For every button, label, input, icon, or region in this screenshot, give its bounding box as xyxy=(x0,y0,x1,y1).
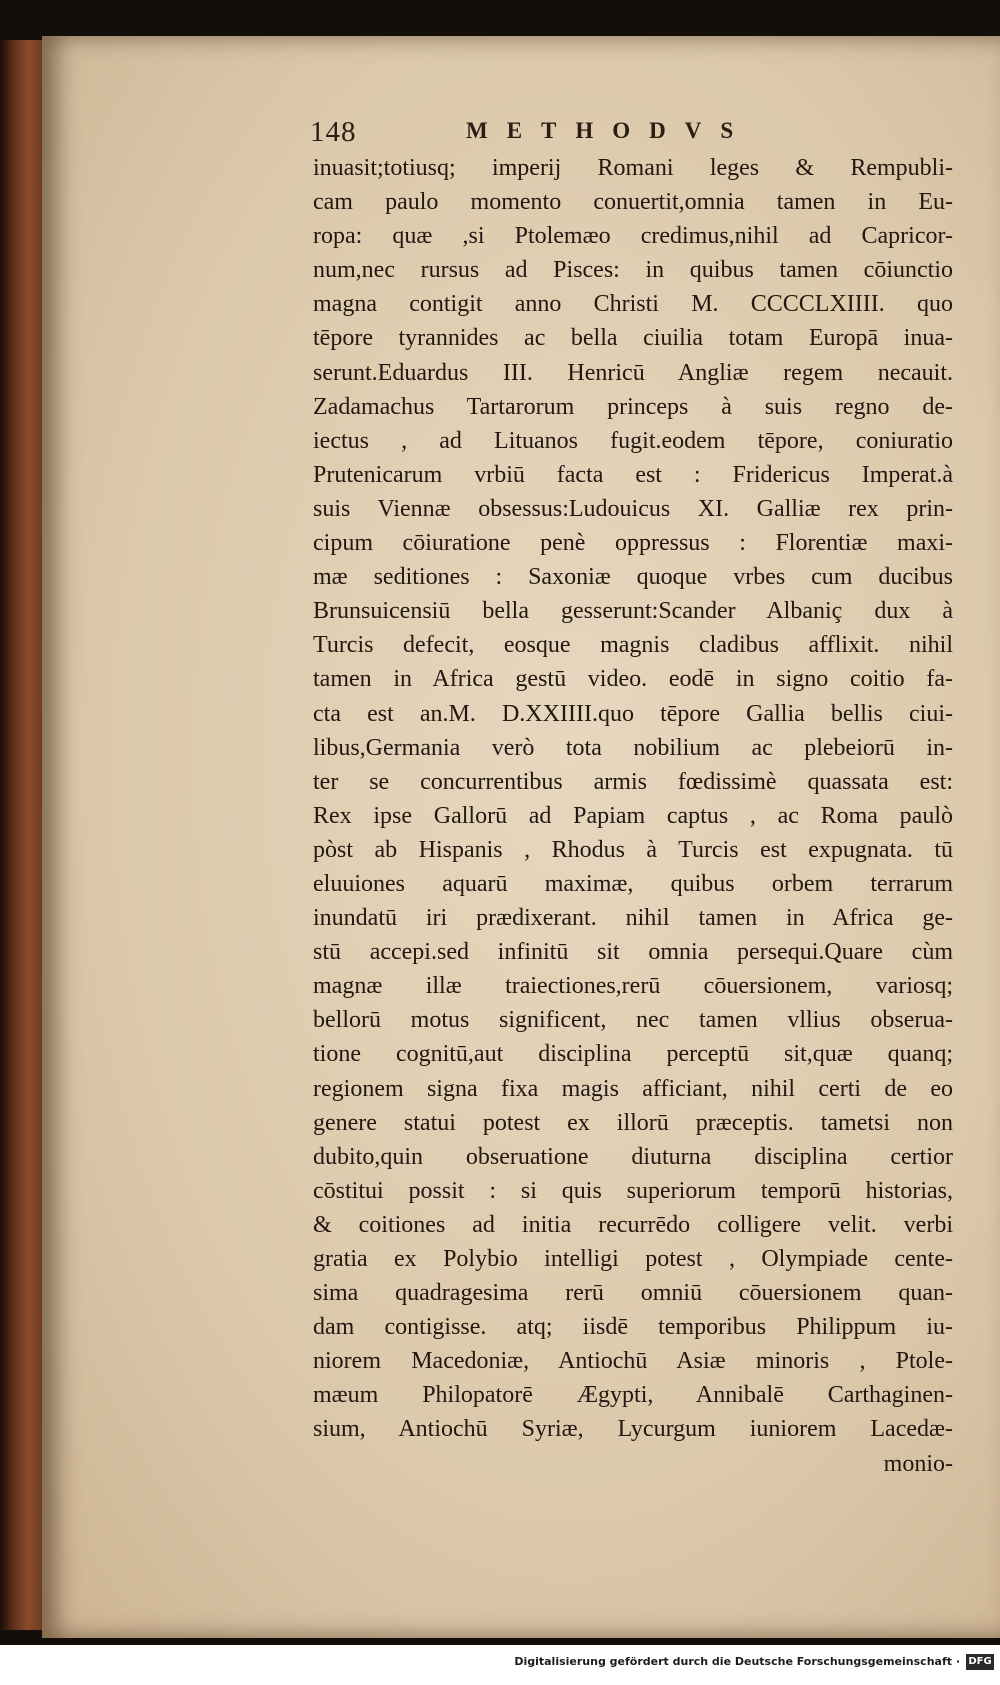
dfg-logo: DFG xyxy=(966,1654,994,1670)
text-line: sima quadragesima rerū omniū cōuersionem quan- xyxy=(313,1280,953,1307)
text-line: tēpore tyrannides ac bella ciuilia totam Europā inua- xyxy=(313,325,953,352)
text-line: stū accepi.sed infinitū sit omnia persequi.Quare cùm xyxy=(313,939,953,966)
footer-bar xyxy=(0,1645,1000,1685)
text-line: regionem signa fixa magis afficiant, nihil certi de eo xyxy=(313,1075,953,1102)
text-line: suis Viennæ obsessus:Ludouicus XI. Galliæ rex prin- xyxy=(313,495,953,522)
text-line: bellorū motus significent, nec tamen vllius obserua- xyxy=(313,1007,953,1034)
funding-credit: Digitalisierung gefördert durch die Deutsche Forschungsgemeinschaft · xyxy=(514,1655,960,1668)
catchword: monio- xyxy=(883,1450,953,1477)
text-line: Turcis defecit, eosque magnis cladibus afflixit. nihil xyxy=(313,632,953,659)
text-line: ropa: quæ ,si Ptolemæo credimus,nihil ad Capricor- xyxy=(313,223,953,250)
text-line: gratia ex Polybio intelligi potest , Olympiade cente- xyxy=(313,1246,953,1272)
text-line: serunt.Eduardus III. Henricū Angliæ regem necauit. xyxy=(313,359,953,386)
text-line: mæ seditiones : Saxoniæ quoque vrbes cum ducibus xyxy=(313,564,953,591)
text-line: libus,Germania verò tota nobilium ac plebeiorū in- xyxy=(313,734,953,761)
text-line: cam paulo momento conuertit,omnia tamen in Eu- xyxy=(313,189,953,216)
text-line: ter se concurrentibus armis fœdissimè quassata est: xyxy=(313,768,953,795)
page-header xyxy=(310,116,950,150)
text-line: magna contigit anno Christi M. CCCCLXIIII. quo xyxy=(313,291,953,318)
text-line: niorem Macedoniæ, Antiochū Asiæ minoris , Ptole- xyxy=(313,1348,953,1375)
text-line: num,nec rursus ad Pisces: in quibus tamen cōiunctio xyxy=(313,257,953,284)
text-line: iectus , ad Lituanos fugit.eodem tēpore, coniuratio xyxy=(313,427,953,454)
text-line: Rex ipse Gallorū ad Papiam captus , ac Roma paulò xyxy=(313,802,953,829)
text-line: pòst ab Hispanis , Rhodus à Turcis est expugnata. tū xyxy=(313,836,953,863)
text-line: inuasit;totiusq; imperij Romani leges & Rempubli- xyxy=(313,155,953,181)
text-line: eluuiones aquarū maximæ, quibus orbem terrarum xyxy=(313,870,953,897)
text-line: magnæ illæ traiectiones,rerū cōuersionem, variosq; xyxy=(313,973,953,1000)
text-line: cta est an.M. D.XXIIII.quo tēpore Gallia bellis ciui- xyxy=(313,700,953,727)
page-number: 148 xyxy=(310,116,357,148)
text-line: inundatū iri prædixerant. nihil tamen in Africa ge- xyxy=(313,905,953,932)
text-line: Prutenicarum vrbiū facta est : Fridericus Imperat.à xyxy=(313,461,953,488)
text-line: dam contigisse. atq; iisdē temporibus Philippum iu- xyxy=(313,1314,953,1341)
text-line: & coitiones ad initia recurrēdo colligere velit. verbi xyxy=(313,1211,953,1238)
text-line: tione cognitū,aut disciplina perceptū sit,quæ quanq; xyxy=(313,1041,953,1068)
text-line: Brunsuicensiū bella gesserunt:Scander Albaniç dux à xyxy=(313,598,953,625)
text-line: tamen in Africa gestū video. eodē in signo coitio fa- xyxy=(313,666,953,693)
text-line: cōstitui possit : si quis superiorum temporū historias, xyxy=(313,1177,953,1204)
text-line: sium, Antiochū Syriæ, Lycurgum iuniorem Lacedæ- xyxy=(313,1416,953,1443)
text-line: mæum Philopatorē Ægypti, Annibalē Carthaginen- xyxy=(313,1382,953,1409)
body-text xyxy=(313,151,953,1481)
text-line: Zadamachus Tartarorum princeps à suis regno de- xyxy=(313,393,953,420)
running-head: METHODVS xyxy=(466,118,753,143)
text-line: genere statui potest ex illorū præceptis. tametsi non xyxy=(313,1109,953,1136)
text-line: cipum cōiuratione penè oppressus : Florentiæ maxi- xyxy=(313,530,953,557)
text-line: dubito,quin obseruatione diuturna disciplina certior xyxy=(313,1143,953,1170)
